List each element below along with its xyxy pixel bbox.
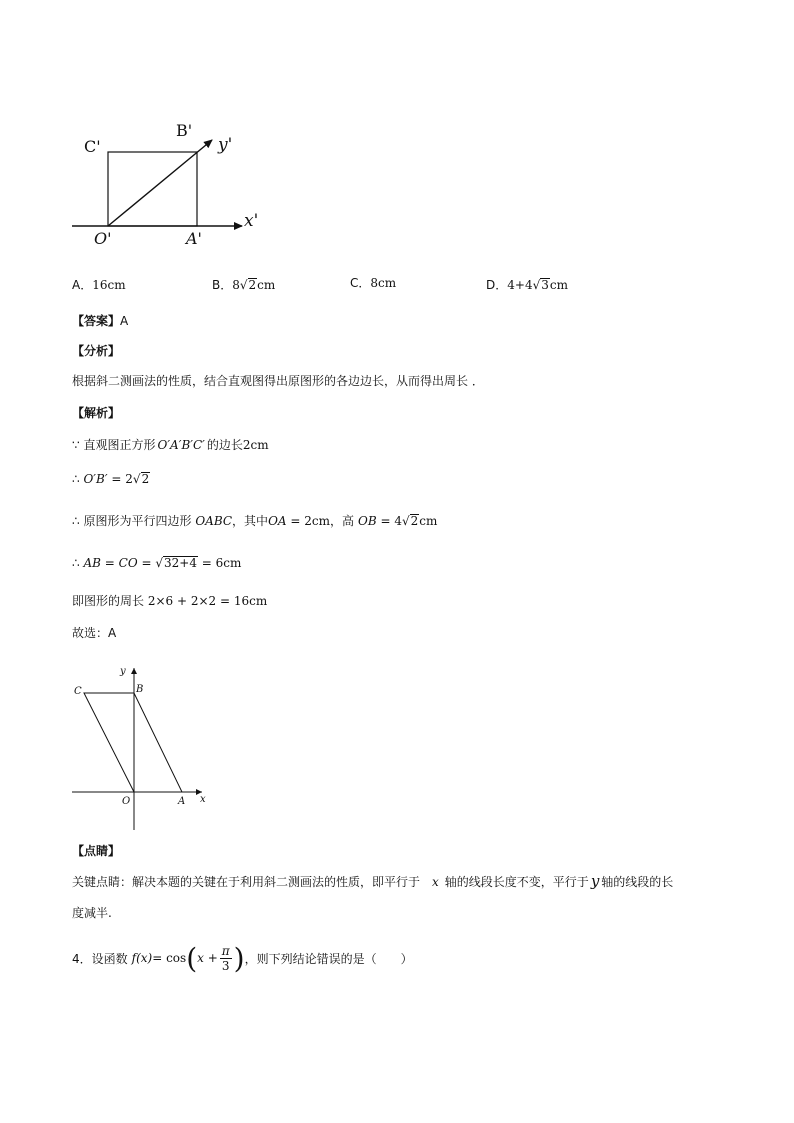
label-y: y	[120, 666, 126, 677]
solution-line-1: ∵ 直观图正方形 O′A′B′C′ 的边长2cm	[72, 438, 269, 452]
fraction-pi-over-3: $\frac{\pi}{3}$	[221, 943, 230, 973]
parallelogram-oabc	[84, 693, 182, 792]
solution-line-2: ∴ O′B′ = 2√2	[72, 472, 150, 486]
figure-parallelogram	[64, 660, 224, 836]
because-symbol: ∵	[72, 438, 80, 452]
label-a: A	[178, 796, 186, 807]
option-b-coef: 8	[232, 278, 240, 292]
solution-label: 【解析】	[72, 406, 121, 420]
solution-line-5: 即图形的周长 2×6 + 2×2 = 16cm	[72, 594, 268, 608]
comment-label: 【点睛】	[72, 844, 121, 858]
question-4-number: 4．设函数	[72, 951, 128, 966]
left-paren: (	[186, 941, 198, 975]
label-o: O	[122, 796, 131, 807]
y-axis-diagonal	[108, 140, 212, 226]
label-b: B	[136, 684, 144, 695]
label-c: C	[74, 686, 82, 697]
comment-line-2: 度减半.	[72, 906, 112, 920]
answer-label: 【答案】	[72, 314, 121, 328]
option-d-letter: D．	[486, 278, 508, 292]
label-b-prime: B'	[176, 121, 193, 140]
solution-line-4: ∴ AB = CO = √32+4 = 6cm	[72, 556, 242, 570]
option-d-pre: 4+4	[507, 278, 533, 292]
option-b-letter: B．	[212, 278, 233, 292]
option-b-radicand: 2	[248, 278, 257, 292]
label-c-prime: C'	[84, 137, 101, 156]
option-a	[72, 276, 126, 293]
option-c	[350, 274, 396, 291]
right-paren: )	[233, 941, 245, 975]
label-y-prime: y'	[218, 135, 233, 155]
label-x-prime: x'	[244, 211, 259, 231]
comment-line-1: 关键点睛：解决本题的关键在于利用斜二测画法的性质，即平行于 x 轴的线段长度不变，平行于 y 轴的线段的长	[72, 872, 674, 890]
option-a-letter: A．	[72, 278, 93, 292]
option-d-unit: cm	[549, 278, 568, 292]
option-c-text: 8cm	[370, 276, 397, 290]
answer-value: A	[120, 314, 129, 328]
option-b: B．8√2cm	[212, 278, 276, 292]
answer-line	[72, 312, 128, 329]
option-d-radicand: 3	[541, 278, 549, 292]
figure-oblique-square	[60, 110, 280, 250]
option-d: D．4+4√3cm	[486, 278, 568, 292]
analysis-text: 根据斜二测画法的性质，结合直观图得出原图形的各边边长，从而得出周长 ．	[72, 374, 484, 388]
option-c-letter: C．	[350, 276, 371, 290]
solution-line-3: ∴ 原图形为平行四边形 OABC，其中OA = 2cm，高 OB = 4√2cm	[72, 514, 438, 528]
option-b-unit: cm	[257, 278, 276, 292]
solution-line-6: 故选：A	[72, 626, 117, 640]
label-x: x	[200, 794, 206, 805]
option-a-text: 16cm	[92, 278, 126, 292]
analysis-label: 【分析】	[72, 344, 121, 358]
question-4: 4．设函数 f(x) = cos ( x + $\frac{\pi}{3}$ ) ，则下列结论错误的是（ ）	[72, 941, 413, 975]
label-a-prime: A'	[186, 229, 202, 248]
label-o-prime: O'	[94, 229, 112, 248]
